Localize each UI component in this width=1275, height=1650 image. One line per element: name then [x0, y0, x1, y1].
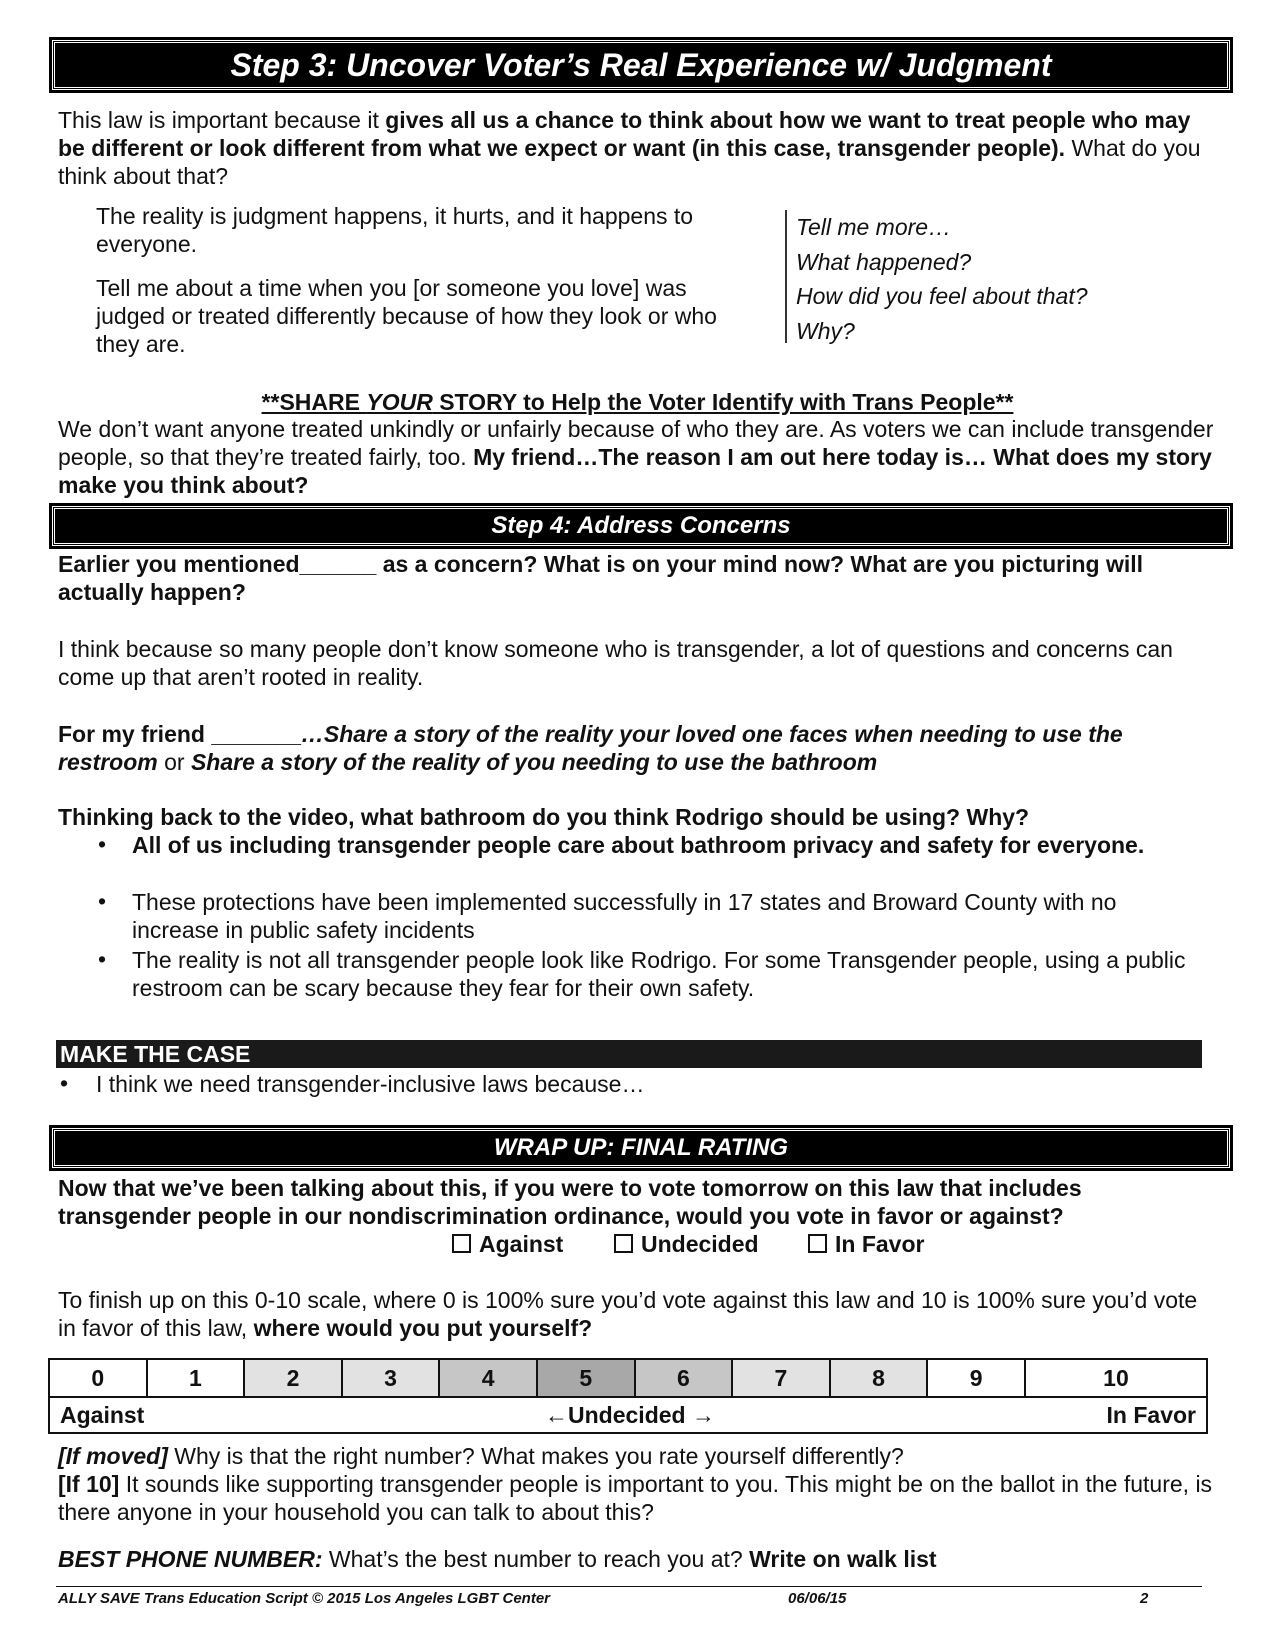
- earlier-concern-question: Earlier you mentioned______ as a concern? What is on your mind now? What are you picturing will actually happen?: [58, 551, 1144, 605]
- footer-rule: [56, 1586, 1202, 1587]
- share-c: STORY to Help the Voter Identify with Trans People**: [432, 389, 1014, 415]
- tell-me-paragraph: Tell me about a time when you [or someone you love] was judged or treated differently because of how they look or who they are.: [96, 275, 717, 357]
- friend-c: or: [157, 749, 191, 775]
- intro-text-c: What do you think about that?: [58, 135, 1201, 189]
- option-label: Undecided: [641, 1231, 759, 1257]
- vote-option-undecided[interactable]: [614, 1230, 759, 1258]
- prompt-item: What happened?: [796, 248, 972, 275]
- bullet-dot: •: [98, 888, 107, 914]
- rating-scale: [48, 1358, 1208, 1398]
- if-ten-label: [If 10]: [58, 1471, 120, 1497]
- step4-heading: Step 4: Address Concerns: [52, 506, 1230, 546]
- if-moved-label: [If moved]: [58, 1443, 168, 1469]
- scale-intro-b: where would you put yourself?: [253, 1315, 593, 1341]
- scale-cell-4[interactable]: 4: [439, 1359, 537, 1397]
- scale-cell-6[interactable]: 6: [635, 1359, 733, 1397]
- share-story-heading: [0, 388, 1275, 416]
- checkbox-icon[interactable]: [452, 1234, 471, 1253]
- scale-cell-9[interactable]: 9: [927, 1359, 1025, 1397]
- option-label: Against: [479, 1231, 564, 1257]
- scale-cell-3[interactable]: 3: [342, 1359, 440, 1397]
- step3-intro: [58, 106, 1218, 190]
- phone-instruction: Write on walk list: [749, 1546, 937, 1572]
- make-the-case-heading: MAKE THE CASE: [56, 1040, 1202, 1068]
- wrap-up-heading: WRAP UP: FINAL RATING: [52, 1128, 1230, 1168]
- share-body-a: We don’t want anyone treated unkindly or unfairly because of who they are. As voters we can include transgender people, so that they’re treated fairly, too.: [58, 416, 1214, 470]
- bullet-dot: •: [98, 831, 107, 857]
- step3-heading: Step 3: Uncover Voter’s Real Experience w/ Judgment: [52, 40, 1230, 90]
- intro-text-b: gives all us a chance to think about how we want to treat people who may be different or look different from what we expect or want (in this case, transgender people).: [58, 107, 1191, 161]
- bullet-dot: •: [60, 1070, 69, 1096]
- bullet-privacy: All of us including transgender people care about bathroom privacy and safety for everyone.: [132, 832, 1145, 858]
- scale-intro: [58, 1286, 1218, 1342]
- intro-text-a: This law is important because it: [58, 107, 386, 133]
- label-undecided: ←Undecided →: [545, 1402, 715, 1428]
- scale-cell-10[interactable]: 10: [1025, 1359, 1207, 1397]
- friend-d: Share a story of the reality of you needing to use the bathroom: [190, 749, 878, 775]
- vote-option-in-favor[interactable]: [808, 1230, 924, 1258]
- final-vote-question: Now that we’ve been talking about this, if you were to vote tomorrow on this law that includes transgender people in our nondiscrimination ordinance, would you vote in favor or against?: [58, 1175, 1082, 1229]
- share-body-b: My friend…The reason I am out here today is… What does my story make you think about?: [58, 444, 1212, 498]
- scale-cell-2[interactable]: 2: [244, 1359, 342, 1397]
- option-label: In Favor: [835, 1231, 925, 1257]
- friend-b: …Share a story of the reality your loved one faces when needing to use the restroom: [58, 721, 1123, 775]
- prompt-item: How did you feel about that?: [796, 283, 1088, 309]
- bullet-reality: The reality is not all transgender people look like Rodrigo. For some Transgender people, using a public restroom can be scary because they fear for their own safety.: [132, 947, 1186, 1001]
- share-story-body: [58, 415, 1218, 499]
- vote-option-against[interactable]: [452, 1230, 563, 1258]
- make-case-bullet: I think we need transgender-inclusive laws because…: [96, 1071, 645, 1097]
- footer-date: 06/06/15: [788, 1590, 847, 1607]
- scale-cell-8[interactable]: 8: [830, 1359, 928, 1397]
- scale-cell-1[interactable]: 1: [147, 1359, 245, 1397]
- video-question: Thinking back to the video, what bathroom do you think Rodrigo should be using? Why?: [58, 804, 1030, 830]
- footer-page-number: 2: [1140, 1590, 1149, 1607]
- scale-labels: [48, 1398, 1208, 1434]
- bullet-dot: •: [98, 946, 107, 972]
- scale-cell-0[interactable]: 0: [49, 1359, 147, 1397]
- scale-intro-a: To finish up on this 0-10 scale, where 0 is 100% sure you’d vote against this law and 10 is 100% sure you’d vote in favor of this law,: [58, 1287, 1198, 1341]
- share-a: **SHARE: [261, 389, 367, 415]
- checkbox-icon[interactable]: [808, 1234, 827, 1253]
- follow-up-prompts: [796, 210, 1088, 348]
- prompt-divider: [785, 210, 787, 343]
- friend-a: For my friend _______: [58, 721, 301, 747]
- prompt-item: Why?: [796, 317, 855, 344]
- phone-text: What’s the best number to reach you at?: [322, 1546, 750, 1572]
- if-moved-text: Why is that the right number? What makes you rate yourself differently?: [167, 1443, 904, 1469]
- reality-paragraph: The reality is judgment happens, it hurts, and it happens to everyone.: [96, 203, 694, 257]
- phone-label: BEST PHONE NUMBER:: [58, 1546, 323, 1572]
- if-ten-text: It sounds like supporting transgender people is important to you. This might be on the ballot in the future, is there anyone in your household you can talk to about this?: [58, 1471, 1213, 1525]
- label-against: Against: [60, 1402, 145, 1428]
- rooted-reality-paragraph: I think because so many people don’t know someone who is transgender, a lot of questions and concerns can come up that aren’t rooted in reality.: [58, 636, 1173, 690]
- if-moved-prompt: [58, 1442, 1218, 1470]
- footer-credit: ALLY SAVE Trans Education Script © 2015 Los Angeles LGBT Center: [58, 1590, 550, 1607]
- checkbox-icon[interactable]: [614, 1234, 633, 1253]
- scale-cell-7[interactable]: 7: [732, 1359, 830, 1397]
- bullet-protections: These protections have been implemented successfully in 17 states and Broward County with no increase in public safety incidents: [132, 889, 1117, 943]
- prompt-item: Tell me more…: [796, 214, 952, 240]
- label-in-favor: In Favor: [1106, 1402, 1196, 1428]
- best-phone-prompt: [58, 1545, 1218, 1573]
- scale-cell-5[interactable]: 5: [537, 1359, 635, 1397]
- if-ten-prompt: [58, 1470, 1218, 1526]
- friend-story-prompt: [58, 720, 1218, 776]
- share-b: YOUR: [366, 389, 433, 415]
